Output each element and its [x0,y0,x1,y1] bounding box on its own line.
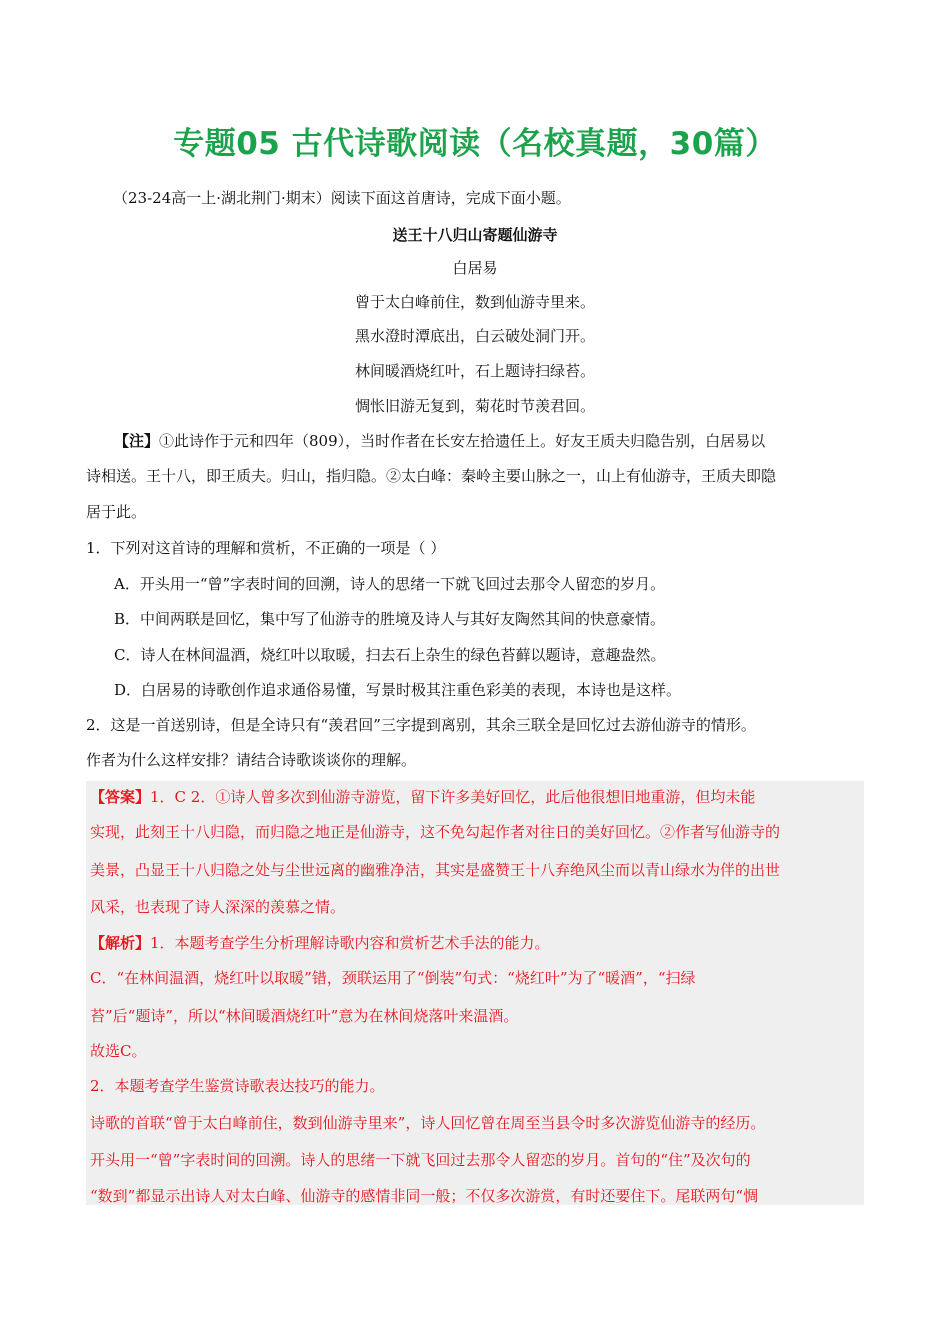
answer-line: 【答案】1．C 2．①诗人曾多次到仙游寺游览，留下许多美好回忆，此后他很想旧地重游，但均未能 [90,788,756,806]
analysis-line: 诗歌的首联“曾于太白峰前住，数到仙游寺里来”，诗人回忆曾在周至当县令时多次游览仙游寺的经历。 [90,1114,766,1132]
question-1-option-b: B．中间两联是回忆，集中写了仙游寺的胜境及诗人与其好友陶然其间的快意豪情。 [114,610,666,628]
question-1-option-d: D．白居易的诗歌创作追求通俗易懂，写景时极其注重色彩美的表现，本诗也是这样。 [114,681,682,699]
intro-text: （23-24高一上·湖北荆门·期末）阅读下面这首唐诗，完成下面小题。 [113,189,571,207]
poem-line: 曾于太白峰前住，数到仙游寺里来。 [354,293,595,311]
answer-section [86,781,864,1205]
poem-line: 林间暖酒烧红叶，石上题诗扫绿苔。 [354,362,595,380]
analysis-label: 【解析】 [90,934,151,952]
analysis-line: 【解析】1．本题考查学生分析理解诗歌内容和赏析艺术手法的能力。 [90,934,550,952]
question-2-line: 作者为什么这样安排？请结合诗歌谈谈你的理解。 [86,751,417,769]
question-1-stem: 1．下列对这首诗的理解和赏析，不正确的一项是（ ） [86,539,446,557]
page-title: 专题05 古代诗歌阅读（名校真题，30篇） [173,126,777,162]
analysis-line: 苔”后“题诗”，所以“林间暖酒烧红叶”意为在林间烧落叶来温酒。 [90,1007,519,1025]
question-2-line: 2．这是一首送别诗，但是全诗只有“羡君回”三字提到离别，其余三联全是回忆过去游仙游寺的情形。 [86,716,756,734]
poem-title: 送王十八归山寄题仙游寺 [392,226,558,244]
analysis-line: “数到”都显示出诗人对太白峰、仙游寺的感情非同一般；不仅多次游赏，有时还要住下。尾联两句“惆 [90,1187,759,1205]
analysis-line: 2．本题考查学生鉴赏诗歌表达技巧的能力。 [90,1077,385,1095]
answer-line: 美景，凸显王十八归隐之处与尘世远离的幽雅净洁，其实是盛赞王十八弃绝风尘而以青山绿水为伴的出世 [90,861,781,879]
note-line: 居于此。 [86,503,147,521]
poem-line: 黑水澄时潭底出，白云破处洞门开。 [354,327,595,345]
poem-author: 白居易 [452,259,498,277]
analysis-line: C．“在林间温酒，烧红叶以取暖”错，颈联运用了“倒装”句式：“烧红叶”为了“暖酒”，“扫绿 [90,969,696,987]
analysis-line: 故选C。 [90,1042,147,1060]
note-label: 【注】 [114,432,160,450]
note-line: 诗相送。王十八，即王质夫。归山，指归隐。②太白峰：秦岭主要山脉之一，山上有仙游寺，王质夫即隐 [86,467,777,485]
answer-line: 实现，此刻王十八归隐，而归隐之地正是仙游寺，这不免勾起作者对往日的美好回忆。②作者写仙游寺的 [90,823,781,841]
note-line: 【注】①此诗作于元和四年（809），当时作者在长安左拾遗任上。好友王质夫归隐告别，白居易以 [114,432,766,450]
question-1-option-c: C．诗人在林间温酒，烧红叶以取暖，扫去石上杂生的绿色苔藓以题诗，意趣盎然。 [114,646,666,664]
answer-label: 【答案】 [90,788,151,806]
poem-line: 惆怅旧游无复到，菊花时节羡君回。 [354,397,595,415]
question-1-option-a: A．开头用一“曾”字表时间的回溯，诗人的思绪一下就飞回过去那令人留恋的岁月。 [114,575,666,593]
answer-line: 风采，也表现了诗人深深的羡慕之情。 [90,898,346,916]
analysis-line: 开头用一“曾”字表时间的回溯。诗人的思绪一下就飞回过去那令人留恋的岁月。首句的“住”及次句的 [90,1151,751,1169]
